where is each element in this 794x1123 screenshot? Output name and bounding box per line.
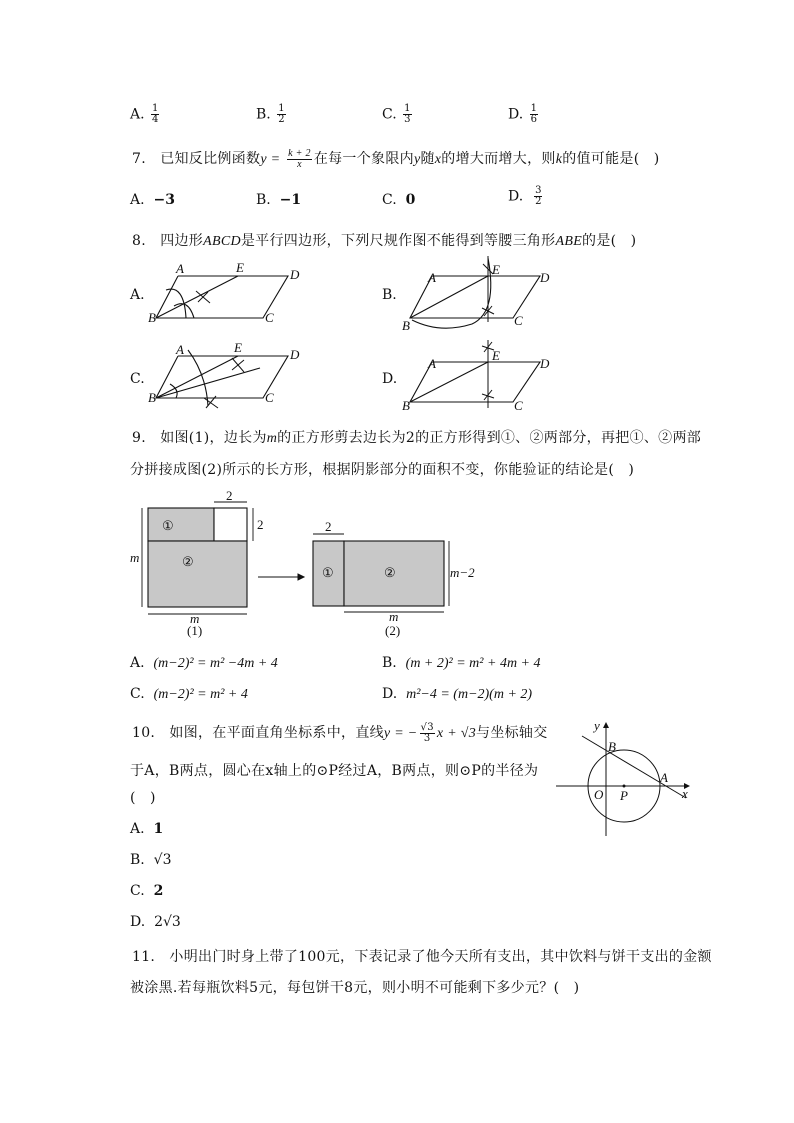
part-1-label: ① <box>322 565 334 580</box>
option-letter: C. <box>382 106 397 123</box>
caption-2: (2) <box>385 623 401 638</box>
label-c: C <box>514 313 523 328</box>
option-letter: D. <box>382 686 398 702</box>
fraction <box>151 104 159 125</box>
option-letter: B. <box>256 192 271 208</box>
option-value: 0 <box>405 192 416 208</box>
option-letter: B. <box>130 852 145 868</box>
label-o: O <box>594 787 604 802</box>
label-m-fig2: m <box>389 609 399 624</box>
denominator: 6 <box>530 114 538 125</box>
label-2-top: 2 <box>226 488 233 503</box>
option-letter: C. <box>130 686 145 702</box>
q10-figure <box>552 716 694 840</box>
option-value: 1 <box>153 821 164 837</box>
q8-option-a[interactable] <box>130 287 145 303</box>
q8-figure-b <box>400 252 570 334</box>
math-var: m <box>266 431 278 446</box>
label-e: E <box>234 340 242 355</box>
option-expr: (m−2)² = m² −4m + 4 <box>153 656 278 671</box>
part-2-label: ② <box>384 565 396 580</box>
math-var: ABE <box>555 234 583 249</box>
option-letter: A. <box>130 106 145 123</box>
stem-text: 10. 如图，在平面直角坐标系中，直线 <box>132 725 384 741</box>
q9-option-a[interactable] <box>130 655 278 672</box>
option-letter: B. <box>382 655 397 671</box>
part-2-label: ② <box>182 554 194 569</box>
numerator: k + 2 <box>288 147 311 159</box>
y-arrow-icon <box>603 722 609 728</box>
q8-option-b[interactable] <box>382 287 397 303</box>
cut-square <box>214 508 247 541</box>
stem-text: 随 <box>420 151 435 167</box>
denominator: 2 <box>278 114 285 125</box>
q10-option-c[interactable] <box>130 883 163 899</box>
q10-stem-line3 <box>130 790 156 806</box>
label-a: A <box>660 770 668 785</box>
q8-option-c[interactable] <box>130 371 145 387</box>
option-letter: D. <box>130 914 146 930</box>
label-e: E <box>492 262 500 277</box>
math-expr: y = <box>260 152 281 167</box>
option-letter: C. <box>382 192 397 208</box>
stem-text: 的是( ) <box>582 233 637 249</box>
stem-text: 11. 小明出门时身上带了100元，下表记录了他今天所有支出，其中饮料与饼干支出的金额 <box>132 949 712 965</box>
math-var: ABCD <box>203 234 241 249</box>
fraction <box>420 723 435 744</box>
label-b: B <box>402 318 410 333</box>
q10-stem-line2 <box>130 760 538 780</box>
denominator: 4 <box>152 114 159 125</box>
q8-stem <box>132 230 636 250</box>
label-p: P <box>620 788 628 803</box>
option-letter: D. <box>382 371 398 387</box>
numerator: √3 <box>420 721 434 733</box>
stem-text: 与坐标轴交 <box>476 725 548 741</box>
q6-option-b[interactable] <box>256 104 288 125</box>
stem-text: 的值可能是( ) <box>562 151 660 167</box>
q10-stem-line1 <box>132 722 548 744</box>
option-letter: A. <box>130 821 145 837</box>
denominator: x <box>297 158 302 170</box>
option-letter: B. <box>382 287 397 303</box>
label-e: E <box>492 348 500 363</box>
q11-stem-line2 <box>130 977 579 997</box>
option-letter: D. <box>508 188 524 205</box>
numerator: 1 <box>404 103 411 114</box>
q11-stem-line1 <box>132 946 712 966</box>
option-letter: A. <box>130 655 145 671</box>
part-2-rect <box>148 541 247 607</box>
stem-text: 的正方形剪去边长为2的正方形得到①、②两部分，再把①、②两部 <box>277 430 702 446</box>
denominator: 2 <box>535 196 542 207</box>
q8-option-d[interactable] <box>382 371 397 387</box>
option-value: 2 <box>153 883 164 899</box>
label-a: A <box>176 261 184 276</box>
stem-text: 9. 如图(1)，边长为 <box>132 430 267 446</box>
q9-option-c[interactable] <box>130 686 248 703</box>
numerator: 1 <box>152 103 159 114</box>
label-d: D <box>540 270 550 285</box>
part-1-label: ① <box>162 518 174 533</box>
stem-text: 8. 四边形 <box>132 233 204 249</box>
label-2-fig2: 2 <box>325 519 332 534</box>
label-a: A <box>176 342 184 357</box>
stem-text: 分拼接成图(2)所示的长方形，根据阴影部分的面积不变，你能验证的结论是( ) <box>130 462 635 478</box>
stem-text: 在每一个象限内 <box>313 151 414 167</box>
stem-text: 7. 已知反比例函数 <box>132 151 261 167</box>
fraction <box>530 104 538 125</box>
option-letter: B. <box>256 106 271 123</box>
label-b: B <box>402 398 410 413</box>
arrow-icon <box>258 574 304 580</box>
label-m-bottom: m <box>190 611 200 626</box>
q9-figure <box>128 488 475 640</box>
q8-figure-c <box>148 340 318 410</box>
fraction <box>534 186 542 207</box>
stem-text: ( ) <box>130 790 156 806</box>
option-letter: D. <box>508 106 524 123</box>
option-letter: A. <box>130 287 145 303</box>
math-var: k <box>555 152 563 167</box>
label-a: A <box>428 270 436 285</box>
fraction <box>403 104 411 125</box>
figure-2 <box>313 519 475 638</box>
arc-marks <box>204 358 244 408</box>
option-letter: A. <box>130 192 145 208</box>
q7-option-a[interactable] <box>130 192 175 208</box>
label-c: C <box>265 390 274 405</box>
option-expr: (m + 2)² = m² + 4m + 4 <box>405 656 541 671</box>
label-x: x <box>682 786 688 801</box>
denominator: 3 <box>404 114 411 125</box>
label-m-left: m <box>130 550 140 565</box>
label-b: B <box>608 739 616 754</box>
label-b: B <box>148 310 156 325</box>
denominator: 3 <box>423 732 431 744</box>
label-e: E <box>236 260 244 275</box>
stem-text: 的增大而增大，则 <box>441 151 556 167</box>
option-value: −3 <box>153 192 175 208</box>
q6-option-d[interactable] <box>508 104 540 125</box>
label-c: C <box>265 310 274 325</box>
q6-option-c[interactable] <box>382 104 414 125</box>
q10-option-d[interactable] <box>130 914 181 930</box>
math-var: y <box>413 152 421 167</box>
part-1-rect <box>148 508 214 541</box>
label-a: A <box>428 356 436 371</box>
numerator: 1 <box>278 103 285 114</box>
q7-option-b[interactable] <box>256 192 301 208</box>
option-letter: C. <box>130 883 145 899</box>
stem-text: 于A，B两点，圆心在x轴上的⊙P经过A，B两点，则⊙P的半径为 <box>130 763 539 779</box>
q9-option-d[interactable] <box>382 686 532 703</box>
q9-stem-line2 <box>130 459 634 479</box>
math-expr: y = − <box>383 726 418 741</box>
option-expr: m²−4 = (m−2)(m + 2) <box>406 687 533 702</box>
q6-option-a[interactable] <box>130 104 161 125</box>
math-expr: x + √3 <box>436 726 477 741</box>
stem-text: 被涂黑.若每瓶饮料5元，每包饼干8元，则小明不可能剩下多少元？( ) <box>130 980 580 996</box>
fraction <box>287 149 312 170</box>
q7-stem <box>132 148 659 170</box>
q7-option-c[interactable] <box>382 192 415 208</box>
label-m-minus-2: m−2 <box>450 565 475 580</box>
option-value: 2√3 <box>154 914 181 930</box>
q10-option-a[interactable] <box>130 821 163 837</box>
numerator: 1 <box>530 103 538 114</box>
label-2-side: 2 <box>257 517 264 532</box>
q10-option-b[interactable] <box>130 852 171 868</box>
stem-text: 是平行四边形，下列尺规作图不能得到等腰三角形 <box>240 233 556 249</box>
option-value: √3 <box>153 852 172 868</box>
numerator: 3 <box>535 185 542 196</box>
label-y: y <box>594 718 600 733</box>
option-letter: C. <box>130 371 145 387</box>
label-d: D <box>290 347 300 362</box>
option-value: −1 <box>279 192 302 208</box>
fraction <box>277 104 285 125</box>
q8-figure-a <box>148 262 318 324</box>
q9-stem-line1 <box>132 427 701 447</box>
option-expr: (m−2)² = m² + 4 <box>153 687 248 702</box>
label-d: D <box>290 267 300 282</box>
label-b: B <box>148 390 156 405</box>
math-var: x <box>434 152 442 167</box>
label-d: D <box>540 356 550 371</box>
q7-option-d[interactable] <box>508 186 544 207</box>
q8-figure-d <box>400 338 570 414</box>
q9-option-b[interactable] <box>382 655 541 672</box>
caption-1: (1) <box>187 623 203 638</box>
figure-1 <box>130 488 264 638</box>
label-c: C <box>514 398 523 413</box>
